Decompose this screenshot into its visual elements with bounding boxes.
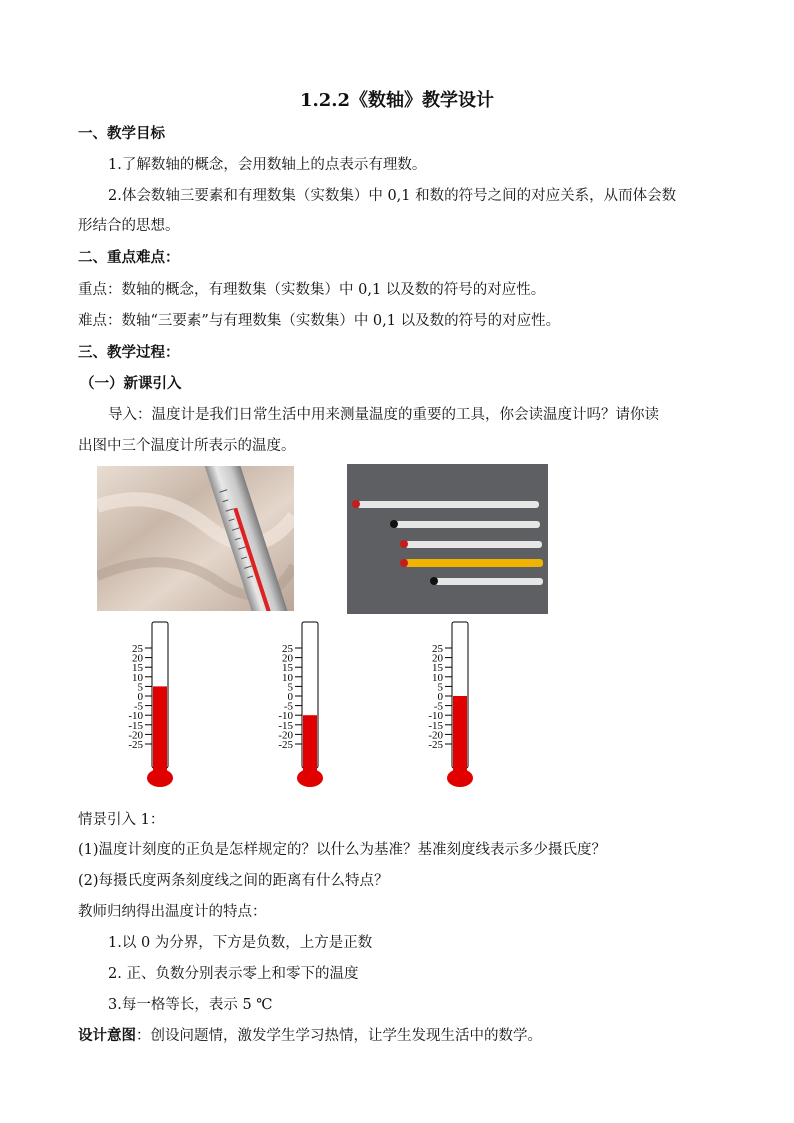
thermometer-fill [153,686,167,776]
question-1: (1)温度计刻度的正负是怎样规定的？以什么为基准？基准刻度线表示多少摄氏度？ [78,842,607,858]
tick-label: -20 [128,729,143,742]
question-2: (2)每摄氏度两条刻度线之间的距离有什么特点？ [78,873,389,889]
tick-label: -25 [278,739,293,751]
tick-label: 20 [432,652,443,665]
tick-label: 20 [282,652,293,665]
design-intent-label: 设计意图 [78,1027,136,1044]
section1-heading: 一、教学目标 [78,125,165,142]
thermometer-closeup-photo [97,466,294,611]
tick-label: -10 [278,710,293,723]
thermometer-diagram-1 [108,618,190,790]
intro-line2: 出图中三个温度计所表示的温度。 [78,438,296,454]
thermometer-diagram-2 [258,618,340,790]
teacher-summary: 教师归纳得出温度计的特点： [78,904,267,920]
tick-label: -25 [428,739,443,751]
tick-label: -5 [133,700,143,713]
tick-label: 5 [437,681,443,694]
tick-label: -25 [128,739,143,751]
tick-label: 15 [432,662,443,675]
tick-label: 15 [282,662,293,675]
feature-3: 3.每一格等长，表示 5 ℃ [108,997,273,1013]
intro-line1: 导入：温度计是我们日常生活中用来测量温度的重要的工具，你会读温度计吗？请你读 [108,407,659,423]
tick-label: 0 [437,691,443,703]
thermometer-fill [453,696,467,776]
objective-2-line1: 2.体会数轴三要素和有理数集（实数集）中 0,1 和数的符号之间的对应关系，从而体会数 [108,188,677,204]
tick-label: 25 [132,643,143,655]
difficulty-point: 难点：数轴“三要素”与有理数集（实数集）中 0,1 以及数的符号的对应性。 [78,313,561,329]
page-title: 1.2.2《数轴》教学设计 [299,90,495,111]
tick-label: -5 [433,700,443,713]
section3-heading: 三、教学过程： [78,344,180,361]
design-intent [78,1026,728,1046]
thermometer-fill [303,715,317,776]
tick-label: -15 [428,719,443,732]
design-intent-text: ：创设问题情，激发学生学习热情，让学生发现生活中的数学。 [136,1028,542,1044]
key-point: 重点：数轴的概念，有理数集（实数集）中 0,1 以及数的符号的对应性。 [78,282,546,298]
tick-label: -20 [428,729,443,742]
section2-heading: 二、重点难点： [78,249,180,266]
tick-label: -15 [278,719,293,732]
tick-label: 0 [137,691,143,703]
scenario-heading: 情景引入 1： [78,812,165,828]
objective-1: 1.了解数轴的概念，会用数轴上的点表示有理数。 [108,157,427,173]
tick-label: -10 [428,710,443,723]
tick-label: 25 [432,643,443,655]
tick-label: -10 [128,710,143,723]
tick-label: 10 [132,671,143,684]
objective-2-line2: 形结合的思想。 [78,218,180,234]
tick-label: 10 [432,671,443,684]
tick-label: 0 [287,691,293,703]
tick-label: -20 [278,729,293,742]
five-thermometers-photo [347,464,548,614]
tick-label: 15 [132,662,143,675]
feature-1: 1.以 0 为分界，下方是负数，上方是正数 [108,935,373,951]
tick-label: -5 [283,700,293,713]
thermometer-diagram-3 [408,618,490,790]
subsection-new-lesson: （一）新课引入 [80,375,182,392]
feature-2: 2. 正、负数分别表示零上和零下的温度 [108,966,359,982]
tick-label: 20 [132,652,143,665]
tick-label: 5 [137,681,143,694]
tick-label: 25 [282,643,293,655]
tick-label: 10 [282,671,293,684]
tick-label: -15 [128,719,143,732]
tick-label: 5 [287,681,293,694]
